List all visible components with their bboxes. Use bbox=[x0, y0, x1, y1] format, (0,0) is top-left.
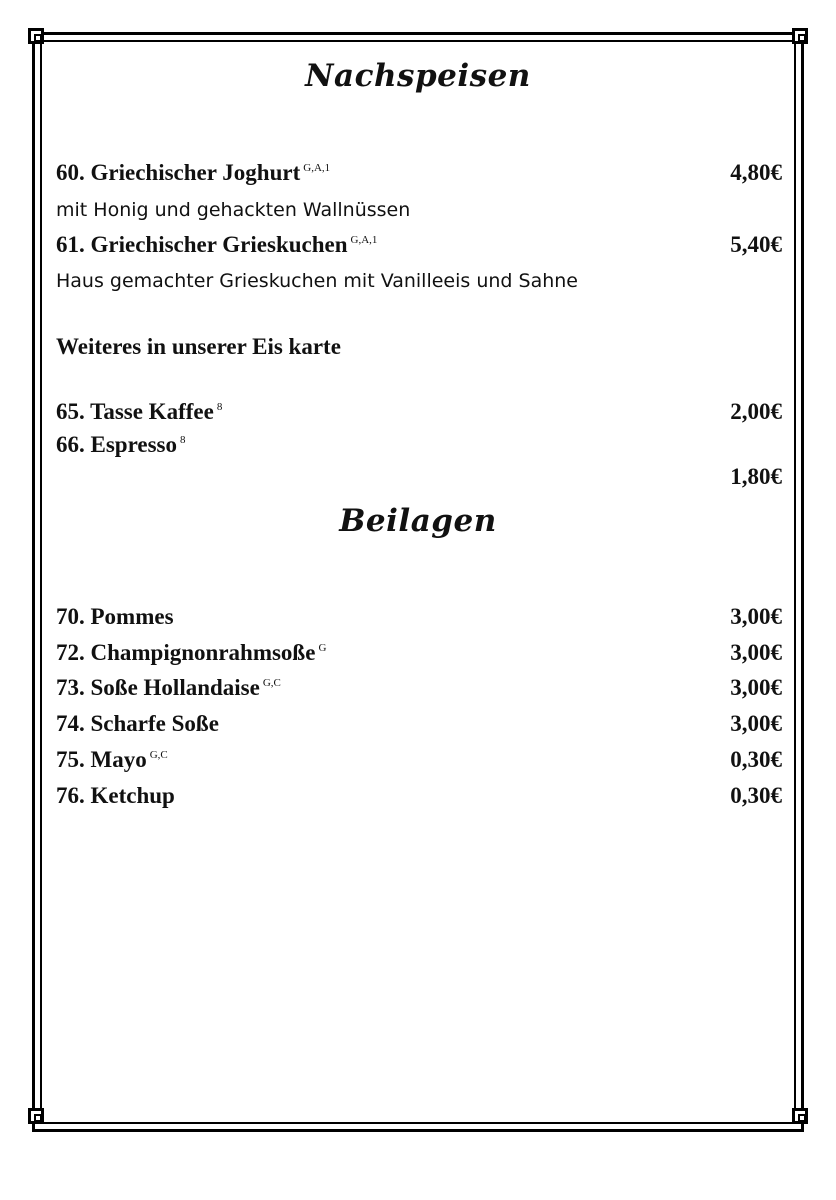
menu-item bbox=[56, 708, 782, 740]
allergen-codes: G,C bbox=[262, 677, 281, 689]
item-price: 3,00€ bbox=[730, 640, 782, 665]
item-name: 66. Espresso bbox=[56, 432, 177, 457]
menu-item bbox=[56, 396, 782, 428]
item-name: 72. Champignonrahmsoße bbox=[56, 640, 316, 665]
item-price: 3,00€ bbox=[730, 675, 782, 700]
section-title-sides: Beilagen bbox=[339, 503, 497, 539]
menu-item bbox=[56, 429, 782, 461]
allergen-codes: G,C bbox=[149, 749, 168, 761]
menu-item bbox=[56, 672, 782, 704]
item-price: 4,80€ bbox=[730, 160, 782, 185]
item-name: 61. Griechischer Grieskuchen bbox=[56, 232, 348, 257]
item-name: 65. Tasse Kaffee bbox=[56, 399, 214, 424]
frame-corner-ornament bbox=[28, 28, 44, 44]
menu-item bbox=[56, 229, 782, 261]
item-price: 0,30€ bbox=[730, 783, 782, 808]
menu-item bbox=[56, 780, 782, 812]
ice-cream-menu-note: Weiteres in unserer Eis karte bbox=[56, 334, 341, 359]
frame-corner-ornament bbox=[792, 1108, 808, 1124]
allergen-codes: G bbox=[318, 642, 327, 654]
section-title-desserts: Nachspeisen bbox=[305, 58, 531, 94]
item-name: 73. Soße Hollandaise bbox=[56, 675, 260, 700]
allergen-codes: G,A,1 bbox=[350, 234, 378, 246]
allergen-codes: 8 bbox=[180, 434, 186, 446]
item-description: mit Honig und gehackten Wallnüssen bbox=[56, 199, 411, 221]
frame-corner-ornament bbox=[28, 1108, 44, 1124]
frame-corner-ornament bbox=[792, 28, 808, 44]
menu-item bbox=[56, 637, 782, 669]
item-name: 76. Ketchup bbox=[56, 783, 175, 808]
item-price: 0,30€ bbox=[730, 747, 782, 772]
allergen-codes: 8 bbox=[216, 401, 223, 413]
menu-item bbox=[56, 601, 782, 633]
item-name: 74. Scharfe Soße bbox=[56, 711, 219, 736]
allergen-codes: G,A,1 bbox=[303, 162, 331, 174]
item-price: 5,40€ bbox=[730, 232, 782, 257]
item-name: 70. Pommes bbox=[56, 604, 174, 629]
item-description: Haus gemachter Grieskuchen mit Vanilleeis und Sahne bbox=[56, 270, 578, 292]
menu-item bbox=[56, 157, 782, 189]
item-price: 3,00€ bbox=[730, 711, 782, 736]
menu-item bbox=[56, 744, 782, 776]
item-price: 2,00€ bbox=[730, 399, 782, 424]
item-name: 75. Mayo bbox=[56, 747, 147, 772]
item-name: 60. Griechischer Joghurt bbox=[56, 160, 301, 185]
item-price: 1,80€ bbox=[730, 464, 782, 489]
item-price: 3,00€ bbox=[730, 604, 782, 629]
